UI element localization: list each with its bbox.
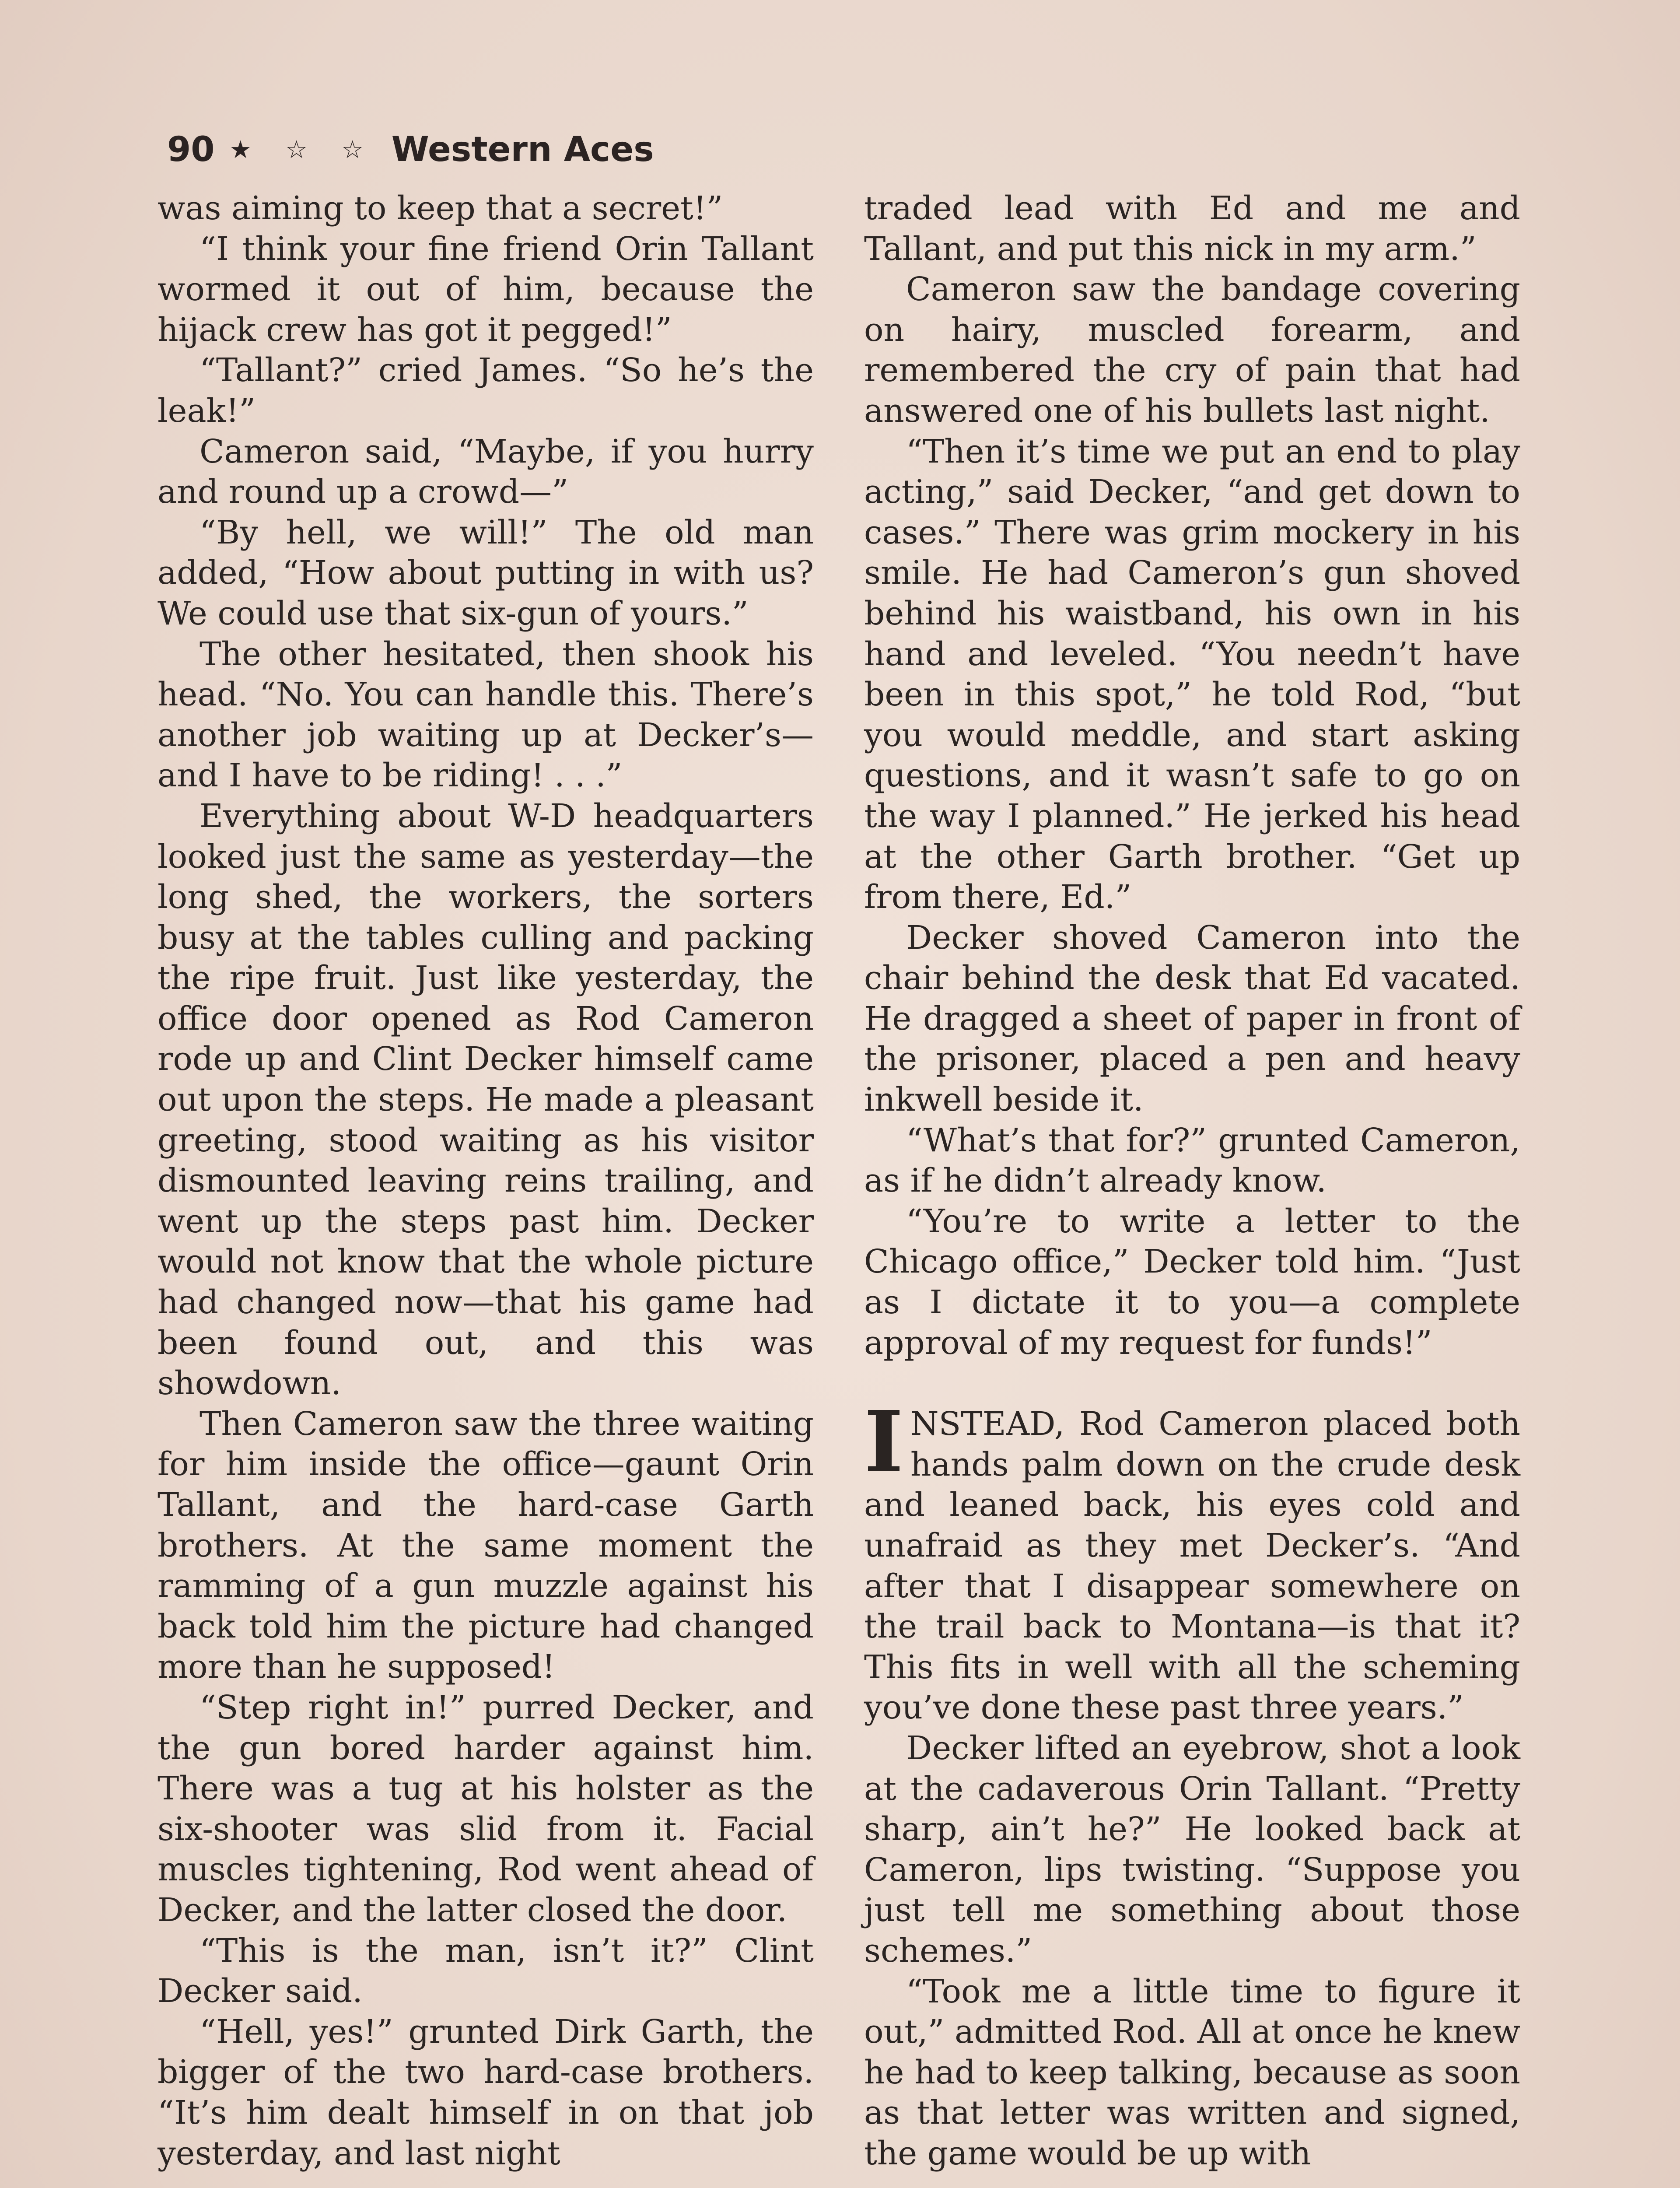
- magazine-title: Western Aces: [391, 130, 654, 169]
- paragraph: was aiming to keep that a secret!”: [158, 189, 723, 227]
- paragraph: “This is the man, isn’t it?” Clint Decker said.: [158, 1932, 814, 2010]
- paragraph: “Then it’s time we put an end to play acting,” said Decker, “and get down to cases.” There was grim mockery in his smile. He had Cameron’s gun shoved behind his waistband, his own in his hand and leveled. “You needn’t have been in this spot,” he told Rod, “but you would meddle, and start asking questions, and it wasn’t safe to go on the way I planned.” He jerked his head at the other Garth brother. “Get up from there, Ed.”: [864, 432, 1520, 916]
- paragraph: Then Cameron saw the three waiting for him inside the office—gaunt Orin Tallant, and the hard-case Garth brothers. At the same moment the ramming of a gun muzzle against his back told him the picture had changed more than he supposed!: [158, 1405, 814, 1686]
- page-number: 90: [167, 130, 215, 169]
- paragraph: “What’s that for?” grunted Cameron, as if he didn’t already know.: [864, 1121, 1520, 1200]
- paragraph: Everything about W-D headquarters looked just the same as yesterday—the long shed, the workers, the sorters busy at the tables culling and packing the ripe fruit. Just like yesterday, the office door opened as Rod Cameron rode up and Clint Decker himself came out upon the steps. He made a pleasant greeting, stood waiting as his visitor dismounted leaving reins trailing, and went up the steps past him. Decker would not know that the whole picture had changed now—that his game had been found out, and this was showdown.: [158, 797, 814, 1403]
- paragraph: The other hesitated, then shook his head. “No. You can handle this. There’s another job waiting up at Decker’s—and I have to be riding! . . .”: [158, 635, 814, 795]
- drop-cap-paragraph-text: NSTEAD, Rod Cameron placed both hands palm down on the crude desk and leaned back, his eyes cold and unafraid as they met Decker’s. “And after that I disappear somewhere on the trail back to Montana—is that it? This fits in well with all the scheming you’ve done these past three years.”: [864, 1405, 1520, 1727]
- paragraph: “By hell, we will!” The old man added, “How about putting in with us? We could use that six-gun of yours.”: [158, 513, 814, 632]
- paragraph: “I think your fine friend Orin Tallant wormed it out of him, because the hijack crew has got it pegged!”: [158, 230, 814, 349]
- paragraph: Cameron said, “Maybe, if you hurry and round up a crowd—”: [158, 432, 814, 511]
- left-column: [158, 188, 814, 2174]
- paragraph: “You’re to write a letter to the Chicago office,” Decker told him. “Just as I dictate it to you—a complete approval of my request for funds!”: [864, 1202, 1520, 1362]
- paragraph: traded lead with Ed and me and Tallant, and put this nick in my arm.”: [864, 189, 1520, 268]
- paragraph: “Hell, yes!” grunted Dirk Garth, the bigger of the two hard-case brothers. “It’s him dealt himself in on that job yesterday, and last night: [158, 2013, 814, 2172]
- drop-cap: I: [864, 1393, 903, 1492]
- paragraph: “Step right in!” purred Decker, and the gun bored harder against him. There was a tug at his holster as the six-shooter was slid from it. Facial muscles tightening, Rod went ahead of Decker, and the latter closed the door.: [158, 1688, 814, 1929]
- star-rating-icon: ★ ☆ ☆: [229, 135, 377, 164]
- right-column: [864, 188, 1520, 2174]
- paragraph: Decker lifted an eyebrow, shot a look at the cadaverous Orin Tallant. “Pretty sharp, ain’t he?” He looked back at Cameron, lips twisting. “Suppose you just tell me something about those schemes.”: [864, 1729, 1520, 1970]
- paragraph: Decker shoved Cameron into the chair behind the desk that Ed vacated. He dragged a sheet of paper in front of the prisoner, placed a pen and heavy inkwell beside it.: [864, 919, 1520, 1119]
- section-opening-paragraph: [864, 1393, 1520, 1728]
- page-header: [167, 123, 654, 176]
- paragraph: “Took me a little time to figure it out,” admitted Rod. All at once he knew he had to keep talking, because as soon as that letter was written and signed, the game would be up with: [864, 1972, 1520, 2172]
- paragraph: “Tallant?” cried James. “So he’s the leak!”: [158, 351, 814, 430]
- paragraph: Cameron saw the bandage covering on hairy, muscled forearm, and remembered the cry of pain that had answered one of his bullets last night.: [864, 270, 1520, 430]
